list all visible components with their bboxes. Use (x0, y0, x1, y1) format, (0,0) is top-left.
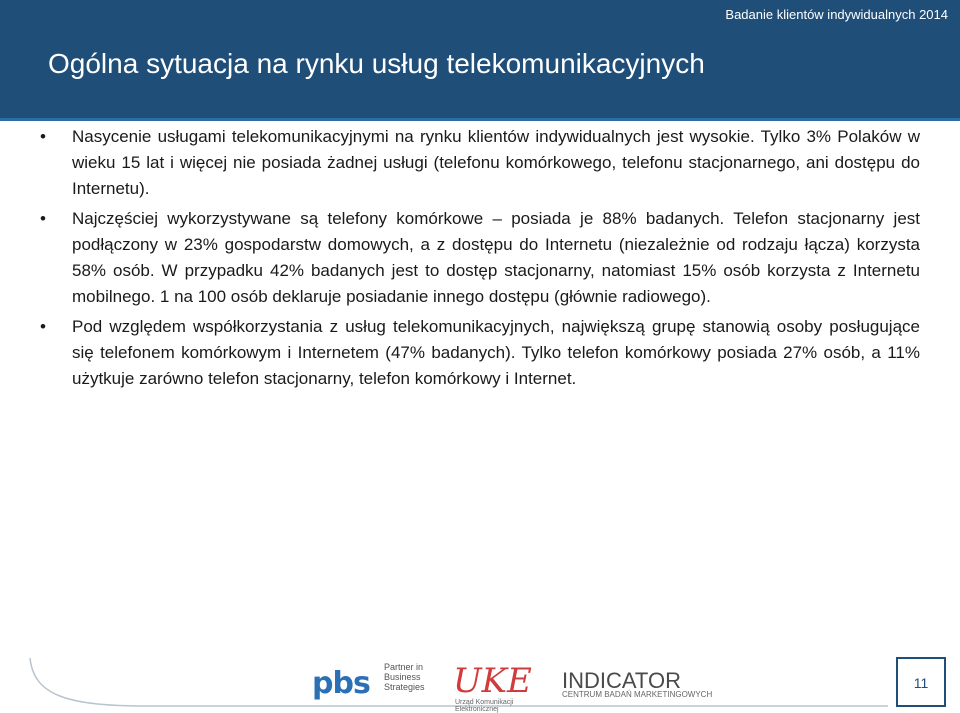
uke-logo-tag: Urząd Komunikacji Elektronicznej (455, 699, 514, 713)
bullet-item (40, 314, 920, 392)
bullet-icon: • (40, 127, 46, 146)
indicator-logo-mark: INDICATOR (562, 668, 681, 693)
bullet-icon: • (40, 209, 46, 228)
header-bar (0, 0, 960, 118)
bullet-text: Nasycenie usługami telekomunikacyjnymi na rynku klientów indywidualnych jest wysokie. Tylko 3% Polaków w wieku 15 lat i więcej nie posiada żadnej usługi (telefonu komórkowego, telefonu stacjonarnego, ani dostępu do Internetu). (72, 127, 920, 198)
header-study-label: Badanie klientów indywidualnych 2014 (725, 7, 948, 22)
bullet-icon: • (40, 317, 46, 336)
bullet-list (40, 124, 920, 396)
pbs-logo-mark: pbs (312, 666, 370, 701)
indicator-logo (562, 668, 713, 708)
bullet-item (40, 124, 920, 202)
page-number: 11 (896, 657, 946, 707)
page-title: Ogólna sytuacja na rynku usług telekomunikacyjnych (48, 48, 705, 79)
bullet-text: Pod względem współkorzystania z usług telekomunikacyjnych, największą grupę stanowią osoby posługujące się telefonem komórkowym i Internetem (47% badanych). Tylko telefon komórkowy posiada 27% osób, a 11% użytkuje zarówno telefon stacjonarny, telefon komórkowy i Internet. (72, 317, 920, 388)
header-divider (0, 118, 960, 121)
pbs-logo (312, 658, 432, 706)
uke-logo (445, 655, 532, 713)
uke-logo-mark: UKE (453, 661, 532, 701)
bullet-text: Najczęściej wykorzystywane są telefony komórkowe – posiada je 88% badanych. Telefon stacjonarny jest podłączony w 23% gospodarstw domowych, a z dostępu do Internetu (niezależnie od rodzaju łącza) korzysta 58% osób. W przypadku 42% badanych jest to dostęp stacjonarny, natomiast 15% osób korzysta z Internetu mobilnego. 1 na 100 osób deklaruje posiadanie innego dostępu (głównie radiowego). (72, 209, 920, 306)
pbs-logo-caption: Partner in Business Strategies (384, 662, 425, 692)
indicator-logo-sub: CENTRUM BADAŃ MARKETINGOWYCH (562, 690, 713, 699)
bullet-item (40, 206, 920, 310)
